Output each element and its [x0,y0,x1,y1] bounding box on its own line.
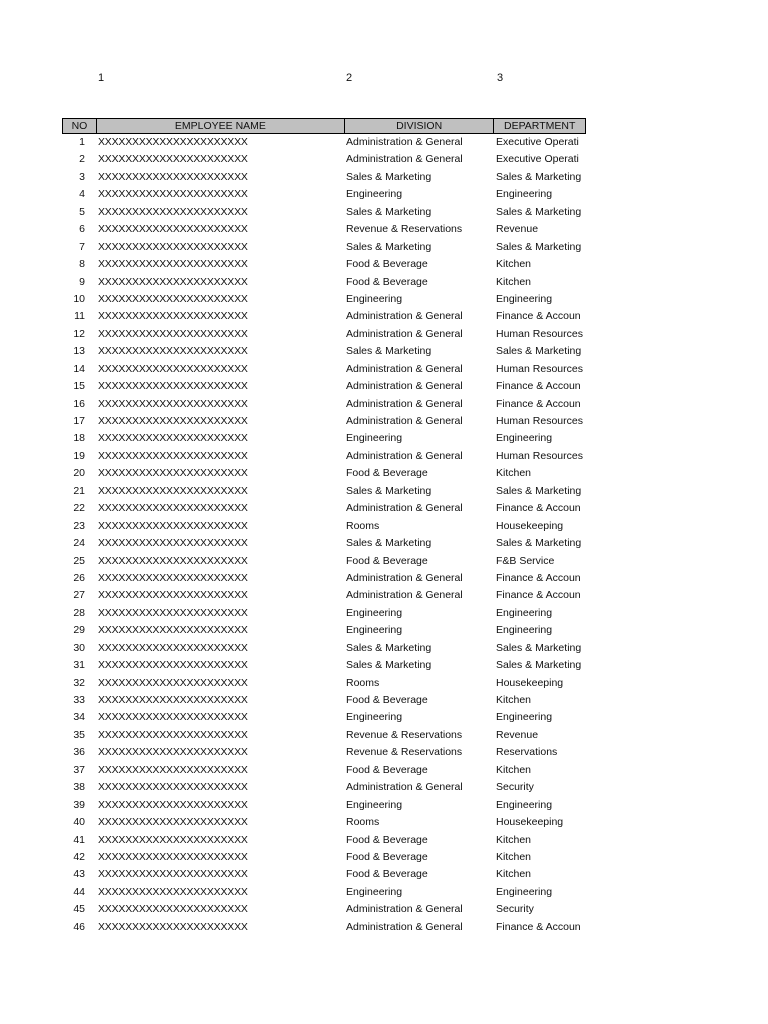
employee-name-cell: XXXXXXXXXXXXXXXXXXXXXX [98,641,248,654]
division-cell: Food & Beverage [346,868,428,881]
row-number: 32 [73,676,85,689]
table-row [62,884,586,901]
table-row [62,378,586,395]
row-number: 2 [79,153,85,166]
table-row [62,326,586,343]
table-row [62,849,586,866]
department-cell: Sales & Marketing [496,537,582,550]
division-cell: Revenue & Reservations [346,728,463,741]
employee-name-cell: XXXXXXXXXXXXXXXXXXXXXX [98,170,248,183]
division-cell: Administration & General [346,136,463,148]
division-cell: Revenue & Reservations [346,223,463,236]
header-no: NO [63,119,97,133]
row-number: 34 [73,711,85,724]
division-cell: Revenue & Reservations [346,746,463,759]
employee-name-cell: XXXXXXXXXXXXXXXXXXXXXX [98,397,248,410]
employee-name-cell: XXXXXXXXXXXXXXXXXXXXXX [98,781,248,794]
row-number: 45 [73,903,85,916]
row-number: 21 [73,484,85,497]
department-cell: Housekeeping [496,519,564,532]
employee-name-cell: XXXXXXXXXXXXXXXXXXXXXX [98,240,248,253]
department-cell: Executive Operati [496,153,579,166]
employee-name-cell: XXXXXXXXXXXXXXXXXXXXXX [98,292,248,305]
employee-name-cell: XXXXXXXXXXXXXXXXXXXXXX [98,153,248,166]
division-cell: Food & Beverage [346,694,428,706]
row-number: 17 [73,415,85,427]
table-row [62,692,586,709]
department-cell: Kitchen [496,467,532,480]
table-row [62,361,586,378]
employee-name-cell: XXXXXXXXXXXXXXXXXXXXXX [98,571,248,584]
row-number: 29 [73,624,85,637]
employee-name-cell: XXXXXXXXXXXXXXXXXXXXXX [98,275,248,288]
column-number-2: 2 [346,72,353,84]
employee-name-cell: XXXXXXXXXXXXXXXXXXXXXX [98,711,248,724]
employee-name-cell: XXXXXXXXXXXXXXXXXXXXXX [98,484,248,497]
division-cell: Engineering [346,292,403,305]
division-cell: Engineering [346,606,403,619]
division-cell: Food & Beverage [346,850,428,863]
division-cell: Engineering [346,885,403,898]
department-cell: Kitchen [496,694,532,706]
department-cell: Sales & Marketing [496,240,582,253]
division-cell: Administration & General [346,449,463,462]
employee-name-cell: XXXXXXXXXXXXXXXXXXXXXX [98,833,248,846]
employee-name-cell: XXXXXXXXXXXXXXXXXXXXXX [98,432,248,445]
division-cell: Sales & Marketing [346,484,432,497]
row-number: 12 [73,327,85,340]
employee-name-cell: XXXXXXXXXXXXXXXXXXXXXX [98,763,248,776]
department-cell: Kitchen [496,275,532,288]
table-row [62,483,586,500]
employee-name-cell: XXXXXXXXXXXXXXXXXXXXXX [98,223,248,236]
division-cell: Administration & General [346,380,463,393]
employee-name-cell: XXXXXXXXXXXXXXXXXXXXXX [98,362,248,375]
department-cell: Housekeeping [496,676,564,689]
department-cell: Finance & Accoun [496,502,581,515]
header-department: DEPARTMENT [503,120,576,132]
department-cell: Sales & Marketing [496,484,582,497]
row-number: 1 [79,136,85,148]
table-row [62,587,586,604]
division-cell: Food & Beverage [346,763,428,776]
department-cell: Engineering [496,432,553,445]
department-cell: Security [496,781,534,794]
department-cell: Finance & Accoun [496,589,581,602]
table-row [62,535,586,552]
division-cell: Food & Beverage [346,833,428,846]
row-number: 6 [79,223,85,236]
table-row [62,797,586,814]
department-cell: Kitchen [496,868,532,881]
employee-name-cell: XXXXXXXXXXXXXXXXXXXXXX [98,728,248,741]
division-cell: Administration & General [346,571,463,584]
table-row [62,675,586,692]
division-cell: Administration & General [346,903,463,916]
row-number: 4 [79,188,85,201]
division-cell: Sales & Marketing [346,659,432,672]
division-cell: Administration & General [346,589,463,602]
row-number: 22 [73,502,85,515]
department-cell: Human Resources [496,362,583,375]
department-cell: Housekeeping [496,816,564,829]
table-body [62,134,586,936]
row-number: 19 [73,449,85,462]
table-row [62,291,586,308]
row-number: 18 [73,432,85,445]
employee-name-cell: XXXXXXXXXXXXXXXXXXXXXX [98,519,248,532]
department-cell: Engineering [496,624,553,637]
employee-name-cell: XXXXXXXXXXXXXXXXXXXXXX [98,327,248,340]
department-cell: Finance & Accoun [496,571,581,584]
table-row [62,762,586,779]
department-cell: Executive Operati [496,136,579,148]
department-cell: Kitchen [496,763,532,776]
employee-name-cell: XXXXXXXXXXXXXXXXXXXXXX [98,502,248,515]
table-row [62,622,586,639]
row-number: 24 [73,537,85,550]
employee-name-cell: XXXXXXXXXXXXXXXXXXXXXX [98,310,248,323]
division-cell: Rooms [346,519,380,532]
division-cell: Administration & General [346,781,463,794]
department-cell: Kitchen [496,258,532,271]
division-cell: Administration & General [346,502,463,515]
department-cell: F&B Service [496,554,555,567]
column-number-row [0,72,768,86]
table-row [62,901,586,918]
division-cell: Rooms [346,816,380,829]
division-cell: Sales & Marketing [346,345,432,358]
table-row [62,605,586,622]
table-row [62,221,586,238]
table-row [62,866,586,883]
row-number: 15 [73,380,85,393]
employee-name-cell: XXXXXXXXXXXXXXXXXXXXXX [98,554,248,567]
division-cell: Administration & General [346,362,463,375]
row-number: 37 [73,763,85,776]
row-number: 11 [74,310,85,323]
row-number: 20 [73,467,85,480]
employee-name-cell: XXXXXXXXXXXXXXXXXXXXXX [98,467,248,480]
department-cell: Engineering [496,606,553,619]
table-row [62,396,586,413]
employee-name-cell: XXXXXXXXXXXXXXXXXXXXXX [98,868,248,881]
table-row [62,239,586,256]
division-cell: Administration & General [346,397,463,410]
table-row [62,832,586,849]
department-cell: Engineering [496,292,553,305]
column-number-1: 1 [98,72,105,84]
table-row [62,640,586,657]
department-cell: Engineering [496,885,553,898]
employee-name-cell: XXXXXXXXXXXXXXXXXXXXXX [98,205,248,218]
employee-name-cell: XXXXXXXXXXXXXXXXXXXXXX [98,449,248,462]
row-number: 31 [73,659,85,672]
employee-name-cell: XXXXXXXXXXXXXXXXXXXXXX [98,920,248,933]
row-number: 23 [73,519,85,532]
employee-name-cell: XXXXXXXXXXXXXXXXXXXXXX [98,746,248,759]
division-cell: Administration & General [346,310,463,323]
row-number: 41 [73,833,85,846]
table-row [62,727,586,744]
employee-name-cell: XXXXXXXXXXXXXXXXXXXXXX [98,659,248,672]
row-number: 28 [73,606,85,619]
row-number: 10 [73,292,85,305]
department-cell: Human Resources [496,449,583,462]
employee-name-cell: XXXXXXXXXXXXXXXXXXXXXX [98,694,248,706]
table-row [62,169,586,186]
division-cell: Food & Beverage [346,554,428,567]
department-cell: Revenue [496,728,539,741]
row-number: 16 [73,397,85,410]
table-row [62,256,586,273]
table-row [62,151,586,168]
row-number: 3 [79,170,85,183]
header-employee-name: EMPLOYEE NAME [97,119,345,133]
department-cell: Human Resources [496,415,583,427]
employee-name-cell: XXXXXXXXXXXXXXXXXXXXXX [98,415,248,427]
row-number: 14 [73,362,85,375]
row-number: 38 [73,781,85,794]
row-number: 25 [73,554,85,567]
employee-name-cell: XXXXXXXXXXXXXXXXXXXXXX [98,798,248,811]
employee-name-cell: XXXXXXXXXXXXXXXXXXXXXX [98,537,248,550]
employee-name-cell: XXXXXXXXXXXXXXXXXXXXXX [98,676,248,689]
table-row [62,308,586,325]
division-cell: Sales & Marketing [346,170,432,183]
table-row [62,553,586,570]
row-number: 30 [73,641,85,654]
table-row [62,570,586,587]
row-number: 13 [73,345,85,358]
division-cell: Sales & Marketing [346,205,432,218]
division-cell: Sales & Marketing [346,641,432,654]
table-row [62,814,586,831]
row-number: 43 [73,868,85,881]
department-cell: Engineering [496,188,553,201]
division-cell: Engineering [346,188,403,201]
header-division: DIVISION [345,119,494,133]
employee-name-cell: XXXXXXXXXXXXXXXXXXXXXX [98,589,248,602]
row-number: 35 [73,728,85,741]
table-row [62,465,586,482]
department-cell: Finance & Accoun [496,310,581,323]
division-cell: Sales & Marketing [346,240,432,253]
table-row [62,343,586,360]
employee-name-cell: XXXXXXXXXXXXXXXXXXXXXX [98,624,248,637]
row-number: 33 [73,694,85,706]
division-cell: Food & Beverage [346,275,428,288]
department-cell: Engineering [496,798,553,811]
row-number: 46 [73,920,85,933]
department-cell: Kitchen [496,850,532,863]
table-header-row [62,118,586,134]
column-number-3: 3 [497,72,504,84]
row-number: 5 [79,205,85,218]
division-cell: Administration & General [346,153,463,166]
department-cell: Revenue [496,223,539,236]
division-cell: Engineering [346,432,403,445]
table-row [62,186,586,203]
employee-name-cell: XXXXXXXXXXXXXXXXXXXXXX [98,136,248,148]
employee-name-cell: XXXXXXXXXXXXXXXXXXXXXX [98,606,248,619]
row-number: 39 [73,798,85,811]
row-number: 7 [79,240,85,253]
department-cell: Sales & Marketing [496,345,582,358]
table-row [62,518,586,535]
row-number: 26 [73,571,85,584]
employee-name-cell: XXXXXXXXXXXXXXXXXXXXXX [98,188,248,201]
department-cell: Engineering [496,711,553,724]
row-number: 36 [73,746,85,759]
department-cell: Kitchen [496,833,532,846]
division-cell: Food & Beverage [346,467,428,480]
row-number: 27 [73,589,85,602]
department-cell: Sales & Marketing [496,641,582,654]
employee-name-cell: XXXXXXXXXXXXXXXXXXXXXX [98,380,248,393]
division-cell: Sales & Marketing [346,537,432,550]
department-cell: Security [496,903,534,916]
table-row [62,204,586,221]
department-cell: Human Resources [496,327,583,340]
employee-name-cell: XXXXXXXXXXXXXXXXXXXXXX [98,258,248,271]
employee-name-cell: XXXXXXXXXXXXXXXXXXXXXX [98,885,248,898]
department-cell: Finance & Accoun [496,920,581,933]
division-cell: Administration & General [346,327,463,340]
table-row [62,413,586,430]
employee-name-cell: XXXXXXXXXXXXXXXXXXXXXX [98,816,248,829]
division-cell: Engineering [346,711,403,724]
row-number: 40 [73,816,85,829]
division-cell: Administration & General [346,920,463,933]
table-row [62,744,586,761]
table-row [62,274,586,291]
division-cell: Food & Beverage [346,258,428,271]
department-cell: Finance & Accoun [496,397,581,410]
table-row [62,134,586,151]
row-number: 9 [79,275,85,288]
row-number: 42 [73,850,85,863]
table-row [62,430,586,447]
table-row [62,657,586,674]
employee-name-cell: XXXXXXXXXXXXXXXXXXXXXX [98,345,248,358]
row-number: 44 [73,885,85,898]
division-cell: Rooms [346,676,380,689]
division-cell: Engineering [346,798,403,811]
department-cell: Sales & Marketing [496,205,582,218]
department-cell: Sales & Marketing [496,170,582,183]
division-cell: Engineering [346,624,403,637]
department-cell: Sales & Marketing [496,659,582,672]
department-cell: Finance & Accoun [496,380,581,393]
table-row [62,500,586,517]
row-number: 8 [79,258,85,271]
division-cell: Administration & General [346,415,463,427]
table-row [62,448,586,465]
table-row [62,919,586,936]
department-cell: Reservations [496,746,558,759]
table-row [62,709,586,726]
table-row [62,779,586,796]
employee-name-cell: XXXXXXXXXXXXXXXXXXXXXX [98,850,248,863]
employee-name-cell: XXXXXXXXXXXXXXXXXXXXXX [98,903,248,916]
employee-table [62,118,586,936]
